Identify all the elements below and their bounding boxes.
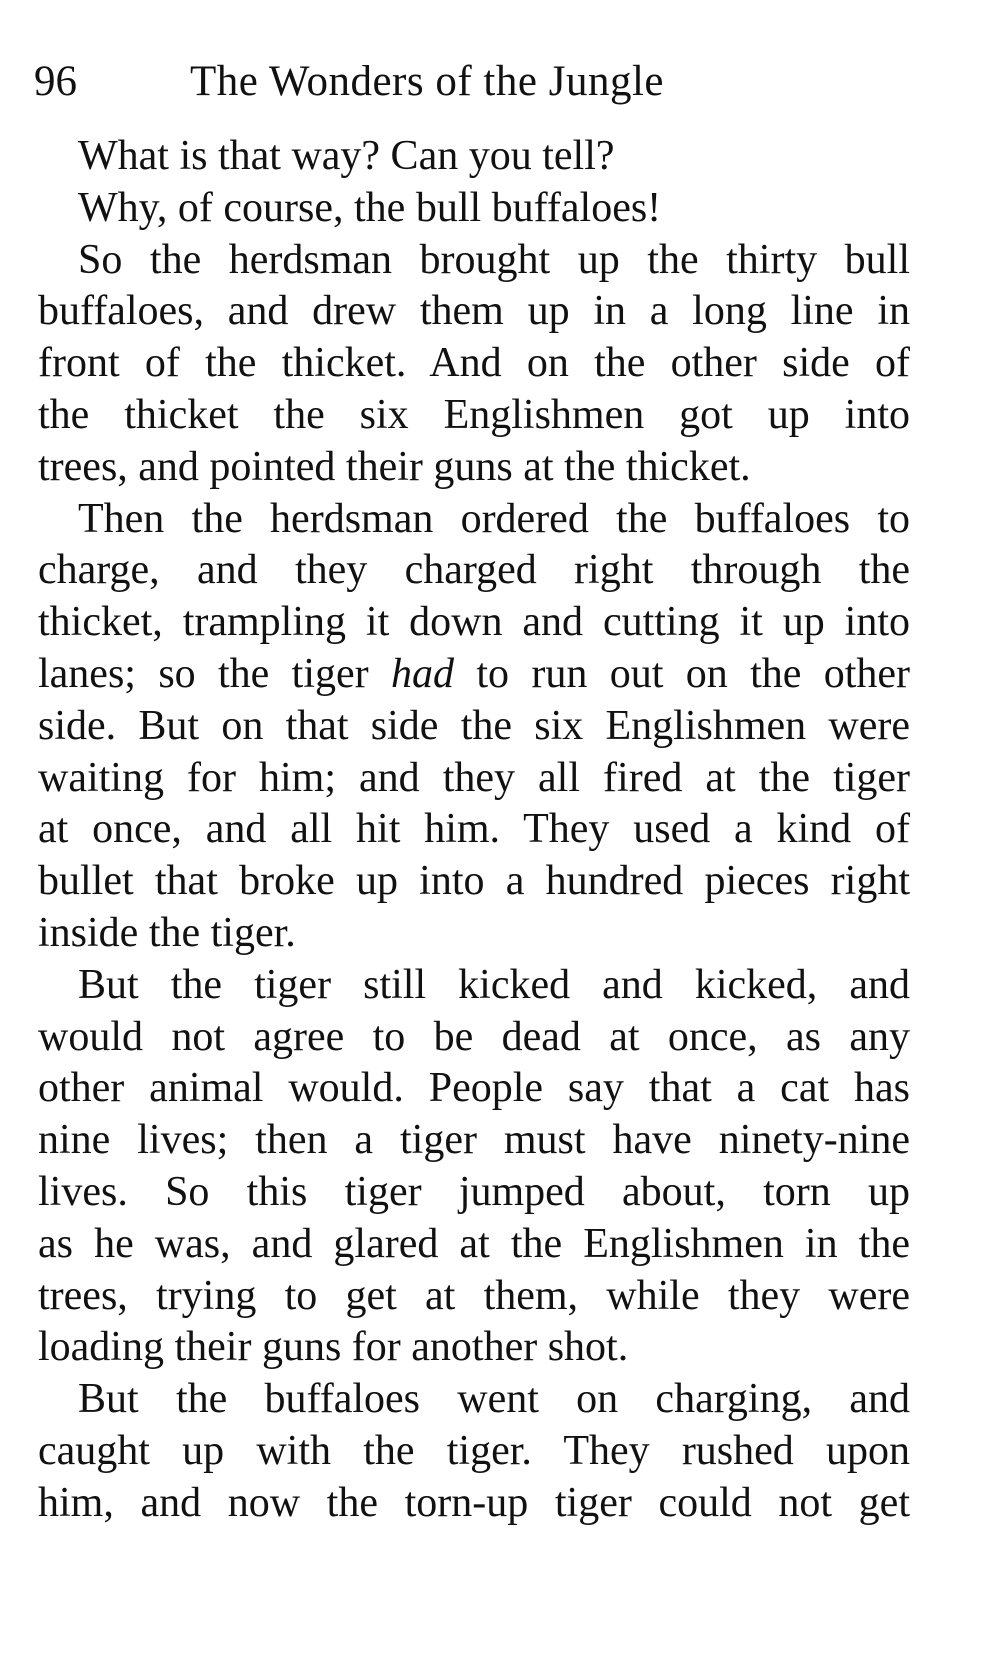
text-line: buffaloes, and drew them up in a long line in [38,288,910,335]
text-line: him, and now the torn-up tiger could not get [38,1479,910,1526]
page-header [34,52,934,112]
text-line: loading their guns for another shot. [38,1324,629,1371]
text-line: bullet that broke up into a hundred pieces right [38,858,910,905]
text-line: But the tiger still kicked and kicked, and [78,961,910,1008]
text-line: What is that way? Can you tell? [78,133,615,179]
text-line: other animal would. People say that a cat has [38,1065,910,1112]
text-line: the thicket the six Englishmen got up into [38,391,910,438]
text-fragment: lanes; so the tiger [38,650,369,697]
running-title: The Wonders of the Jungle [190,58,664,105]
text-line: nine lives; then a tiger must have ninety-nine [38,1117,910,1164]
text-line: trees, and pointed their guns at the thicket. [38,443,751,490]
page-number: 96 [34,58,77,105]
text-line: But the buffaloes went on charging, and [78,1376,910,1423]
text-line: trees, trying to get at them, while they were [38,1272,910,1319]
text-line: as he was, and glared at the Englishmen in the [38,1220,910,1267]
text-line: thicket, trampling it down and cutting it up into [38,599,910,646]
text-line: Why, of course, the bull buffaloes! [78,184,662,231]
text-line: lives. So this tiger jumped about, torn up [38,1168,910,1215]
text-line: front of the thicket. And on the other side of [38,340,910,387]
body-text [38,131,910,1530]
text-line: Then the herdsman ordered the buffaloes to [78,495,910,542]
text-line: waiting for him; and they all fired at the tiger [38,754,910,801]
text-fragment: to run out on the other [476,650,911,697]
text-line: So the herdsman brought up the thirty bull [78,236,910,283]
text-line: would not agree to be dead at once, as any [38,1013,910,1060]
text-line: charge, and they charged right through the [38,547,910,594]
text-line-with-italic [38,649,910,701]
text-line: caught up with the tiger. They rushed upon [38,1427,910,1474]
text-line: inside the tiger. [38,909,296,956]
italic-word: had [391,650,454,697]
text-line: side. But on that side the six Englishmen were [38,702,910,749]
text-line: at once, and all hit him. They used a kind of [38,806,910,853]
